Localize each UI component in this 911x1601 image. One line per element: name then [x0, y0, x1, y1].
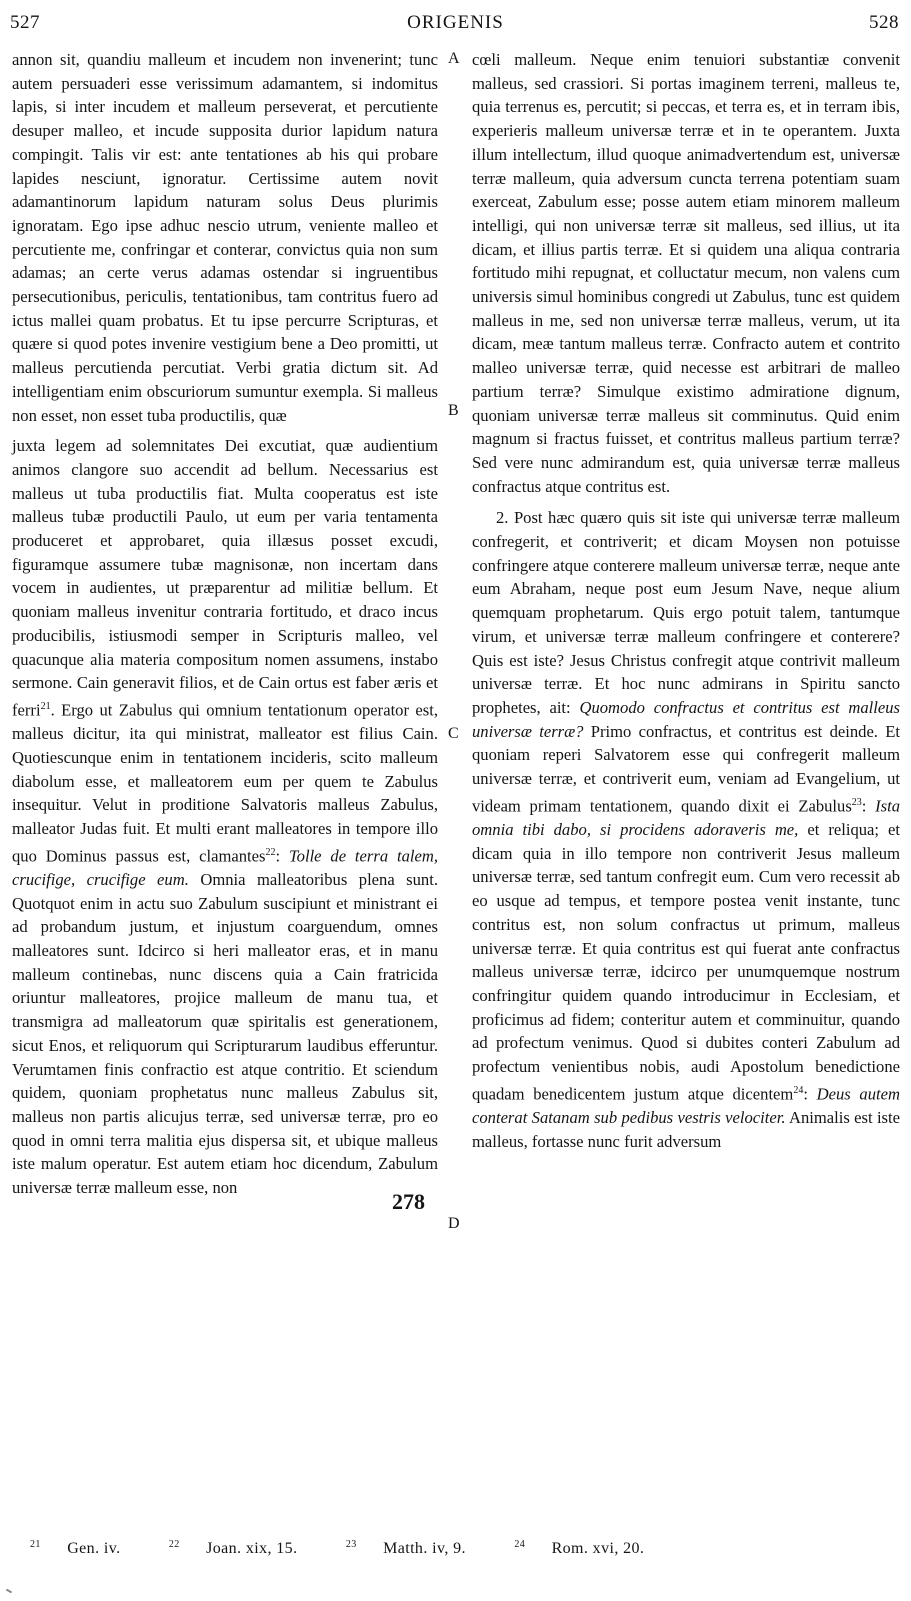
- left-paragraph-1: annon sit, quandiu malleum et incudem non invenerint; tunc autem persuaderi esse verissimum adamantem, si indomitus lapis, si inter incudem et malleum perseverat, et percutiente desuper malleo, et incude supposita durior lapidum natura compingit. Talis vir est: ante tentationes ab his qui probare lapides nesciunt, ignoratur. Certissime autem novit adamantinorum lapidum naturam solus Deus plurimis ignoratam. Ego ipse adhuc nescio utrum, veniente malleo et percutiente me, confringar et conterar, convictus quia non sum adamas; an certe verus adamas ostendar si ingruentibus persecutionibus, periculis, tentationibus, tam contritus fuero ad ictus mallei quam probatus. Et tu ipse percurre Scripturas, et quære si quod potes invenire vestigium bene a Deo promitti, ut malleus percutienda percutiat. Verbi gratia dictum sit. Ad intelligentiam enim obscuriorum sumuntur exempla. Si malleus non esset, non esset tuba productilis, quæ: [12, 50, 438, 425]
- margin-marker-b: B: [448, 402, 459, 419]
- left-paragraph-2-text-b: . Ergo ut Zabulus qui omnium tentationum operator est, malleus dicitur, ita qui ministrat, malleator est filius Cain. Quotiescunque enim in tentationem incideris, scito malleum diabolum esse, et malleatorem eum per quem te Zabulus insequitur. Velut in proditione Salvatoris malleus Zabulus, malleator Judas fuit. Et multi erant malleatores in tempore illo quo Dominus passus est, clamantes: [12, 700, 438, 866]
- left-paragraph-2-text-c: :: [275, 846, 281, 866]
- quotation-quomodo: Quomodo confractus et contritus est malleus universæ terræ?: [472, 697, 900, 741]
- margin-marker-a: A: [448, 50, 460, 67]
- footnote-ref-23: 23: [851, 796, 862, 808]
- left-paragraph-2-text-d: Omnia malleatoribus plena sunt. Quotquot enim in actu suo Zabulum suscipiunt et ministrant ei ad probandum justum, et injustum coarguendum, omnes malleatores sunt. Idcirco si heri malleator eras, et in manu malleum continebas, nunc discens quia a Cain fratricida oriuntur malleatores, projice malleum de manu tua, et transmigra ad malleatorum quæ spiritalis est generationem, sicut Enos, et reliquorum qui Scripturarum laudibus efferuntur. Verumtamen finis confractio est atque contritio. Et sciendum quidem, quoniam prophetatus nunc malleus Zabulus sit, malleus non partis alicujus terræ, sed universæ terræ, pro eo quod in omni terra malitia ejus dispersa sit, et ubique malleus iste malum operatur. Est autem etiam hoc dicendum, Zabulum universæ terræ malleum esse, non: [12, 869, 438, 1198]
- right-column: [472, 48, 900, 1153]
- right-page-number: 528: [869, 12, 899, 33]
- right-paragraph-2-text-c: :: [861, 796, 867, 816]
- footnote-item: [346, 1540, 488, 1557]
- column-number: 278: [392, 1189, 425, 1214]
- margin-marker-d: D: [448, 1215, 460, 1232]
- footnote-text: Joan. xix, 15.: [206, 1540, 298, 1558]
- footnote-text: Rom. xvi, 20.: [551, 1540, 645, 1558]
- footnote-item: [30, 1540, 142, 1557]
- footnote-ref-21: 21: [40, 700, 51, 712]
- left-column: [12, 48, 438, 1200]
- footnotes: [30, 1539, 688, 1558]
- left-paragraph-2-text: juxta legem ad solemnitates Dei excutiat, quæ audientium animos clangore suo accendit ad bellum. Necessarius est malleus ut tuba productilis fiat. Multa cooperatus est iste malleus tubæ productili Paulo, ut eum per varia tentamenta produceret et approbaret, quia illæsus posset excudi, figuramque assumere tubæ magnisonæ, non incertam dans vocem in audientes, ut præparentur ad militiæ bellum. Et quoniam malleus invenitur contraria fortitudo, et draco incus producibilis, istiusmodi semper in Scripturis malleo, vel quacunque alia materia compositum nomen assumens, instabo sermone. Cain generavit filios, et de Cain ortus est faber æris et ferri: [12, 436, 438, 720]
- footnote-text: Matth. iv, 9.: [383, 1540, 466, 1558]
- quotation-deus: Deus autem conterat Satanam sub pedibus vestris velociter.: [472, 1084, 900, 1127]
- footnote-number: 23: [345, 1539, 357, 1550]
- scan-speck: [6, 1589, 12, 1594]
- left-paragraph-2: [12, 434, 438, 1200]
- right-paragraph-2: [472, 506, 900, 1153]
- footnote-item: [514, 1540, 666, 1557]
- right-paragraph-2-text-e: :: [803, 1084, 808, 1104]
- footnote-number: 24: [514, 1539, 526, 1550]
- footnote-number: 21: [30, 1539, 41, 1550]
- running-title: ORIGENIS: [407, 12, 504, 33]
- right-paragraph-1: cœli malleum. Neque enim tenuiori substantiæ convenit malleus, sed crassiori. Si portas imaginem terreni, malleus te, quia terrenus es, percutit; si peccas, et terra es, et in terram ibis, experieris malleum universæ terræ et in te operantem. Juxta illum intellectum, illud quoque animadvertendum est, universæ terræ malleum, quia adversum cuncta terrena potentiam suam exerceat, Zabulum esse; posse autem etiam minorem malleum intelligi, qui non universæ terræ sit malleus, sed illius, ut ita dicam, et illius partis terræ. Et si quidem una aliqua contraria fortitudo mihi repugnat, et colluctatur mecum, non valens cum universis simul hominibus congredi ut Zabulus, tunc est quidem malleus in me, sed non universæ terræ malleus, verum, ut ita dicam, meæ tantum malleus terræ. Confracto autem et contrito malleo universæ terræ, quid necesse est arbitrari de malleo partium terræ? Simulque existimo admiratione dignum, quoniam universæ terræ malleus sit comminutus. Quid enim magnum si fractus fuisset, et contritus malleus partium terræ? Sed vere nunc admirandum est, quia universæ terræ malleus confractus atque contritus est.: [472, 50, 900, 496]
- right-paragraph-2-text-f: Animalis est iste malleus, fortasse nunc furit adversum: [472, 1108, 900, 1151]
- footnote-text: Gen. iv.: [67, 1540, 121, 1558]
- quotation-tolle: Tolle de terra talem, crucifige, crucifige eum.: [12, 846, 438, 889]
- footnote-ref-24: 24: [793, 1084, 804, 1096]
- quotation-ista: Ista omnia tibi dabo, si procidens adoraveris me,: [472, 796, 900, 840]
- footnote-item: [169, 1540, 320, 1557]
- right-paragraph-2-text-d: et reliqua; et dicam quia in illo tempore non contriverit Jesus malleum universæ terræ, sed tantum confregit eum. Cum vero recessit ab eo usque ad tempus, et tempore postea venit instante, tunc contritus est, non solum confractus ut primum, malleus universæ terræ. Et quia contritus est qui fuerat ante confractus malleus universæ terræ, idcirco per unumquemque nostrum confringitur quidem quando introducimur in Ecclesiam, et proficimus ad fidem; conteritur autem et comminuitur, quando ad profectum venimus. Quod si dubites conteri Zabulum ad profectum venientibus nobis, audi Apostolum benedictione quadam benedicentem justum atque dicentem: [472, 820, 900, 1104]
- left-page-number: 527: [10, 12, 40, 33]
- right-paragraph-2-text-b: Primo confractus, et contritus est deinde. Et quoniam reperi Salvatorem esse qui confregerit malleum universæ terræ, et contriverit eum, veniam ad Evangelium, ut videam primam tentationem, quando dixit ei Zabulus: [472, 721, 901, 816]
- right-paragraph-2-text: 2. Post hæc quæro quis sit iste qui universæ terræ malleum confregerit, et contriverit; et dicam Moysen non potuisse confringere atque conterere malleum universæ terræ, neque ante eum Abraham, neque post eum Jesum Nave, neque alium quemquam prophetarum. Quis ergo potuit talem, tantumque virum, et universæ terræ malleum confringere et conterere? Quis est iste? Jesus Christus confregit atque contrivit malleum universæ terræ. Et hoc nunc admirans in Spiritu sancto prophetes, ait:: [472, 508, 900, 717]
- footnote-number: 22: [168, 1539, 180, 1550]
- footnote-ref-22: 22: [265, 846, 276, 858]
- margin-marker-c: C: [448, 725, 459, 742]
